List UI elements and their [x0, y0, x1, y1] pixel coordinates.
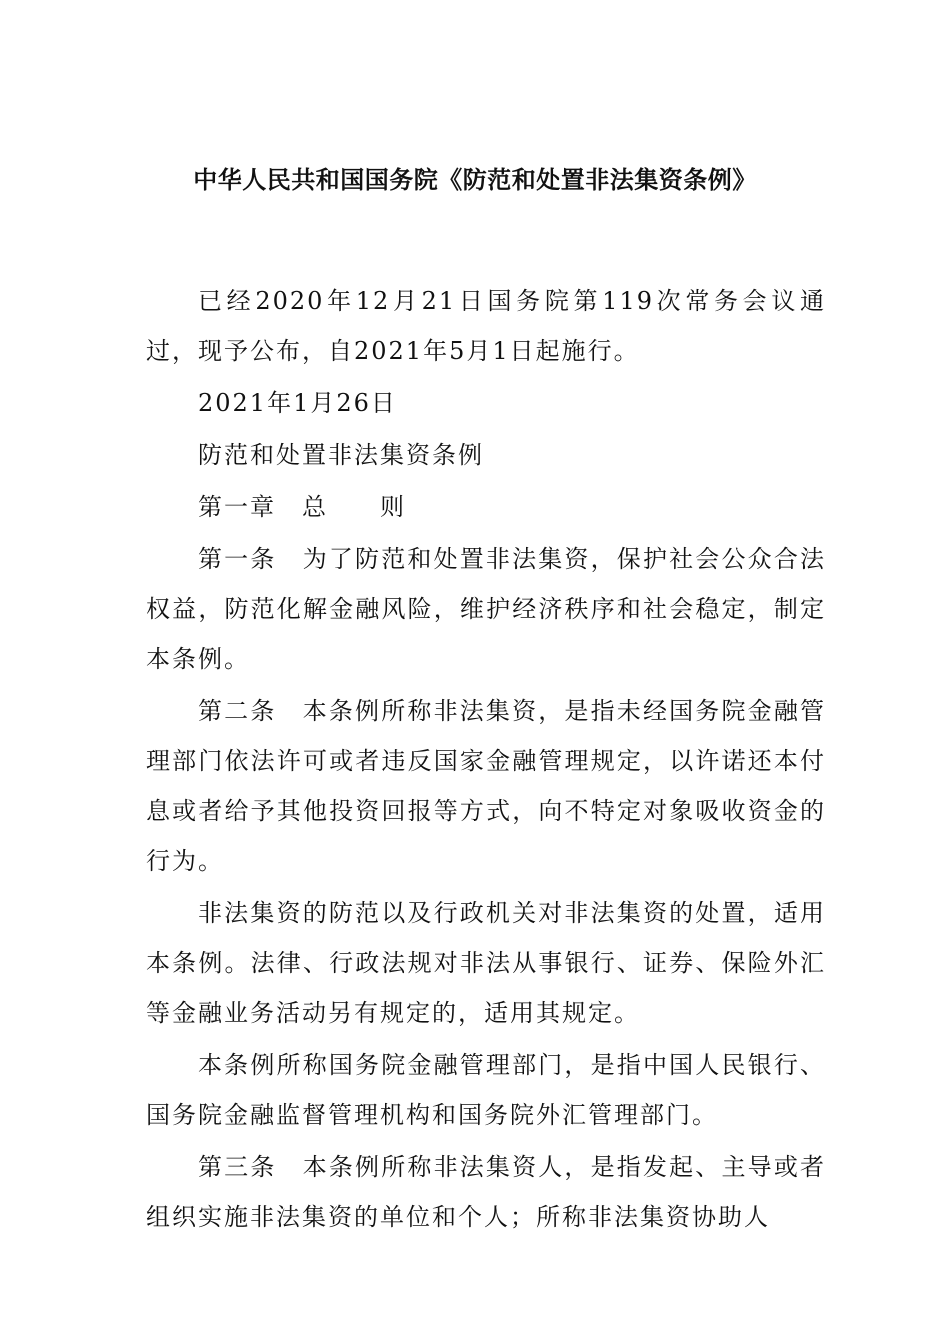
article-3: 第三条 本条例所称非法集资人，是指发起、主导或者组织实施非法集资的单位和个人；所称非法集资协助人 [146, 1153, 826, 1231]
article-2: 第二条 本条例所称非法集资，是指未经国务院金融管理部门依法许可或者违反国家金融管理规定，以许诺还本付息或者给予其他投资回报等方式，向不特定对象吸收资金的行为。 [146, 697, 826, 875]
document-body [146, 276, 826, 1244]
paragraph-regulation-name: 防范和处置非法集资条例 [198, 441, 484, 469]
article-1: 第一条 为了防范和处置非法集资，保护社会公众合法权益，防范化解金融风险，维护经济秩序和社会稳定，制定本条例。 [146, 545, 826, 673]
document-title: 中华人民共和国国务院《防范和处置非法集资条例》 [193, 165, 757, 194]
article-2-scope: 非法集资的防范以及行政机关对非法集资的处置，适用本条例。法律、行政法规对非法从事银行、证券、保险外汇等金融业务活动另有规定的，适用其规定。 [146, 899, 826, 1027]
paragraph-promulgation: 已经2020年12月21日国务院第119次常务会议通过，现予公布，自2021年5月1日起施行。 [146, 287, 826, 365]
article-2-definition: 本条例所称国务院金融管理部门，是指中国人民银行、国务院金融监督管理机构和国务院外汇管理部门。 [146, 1051, 826, 1129]
paragraph-date: 2021年1月26日 [198, 389, 397, 417]
chapter-heading: 第一章 总 则 [198, 493, 406, 521]
